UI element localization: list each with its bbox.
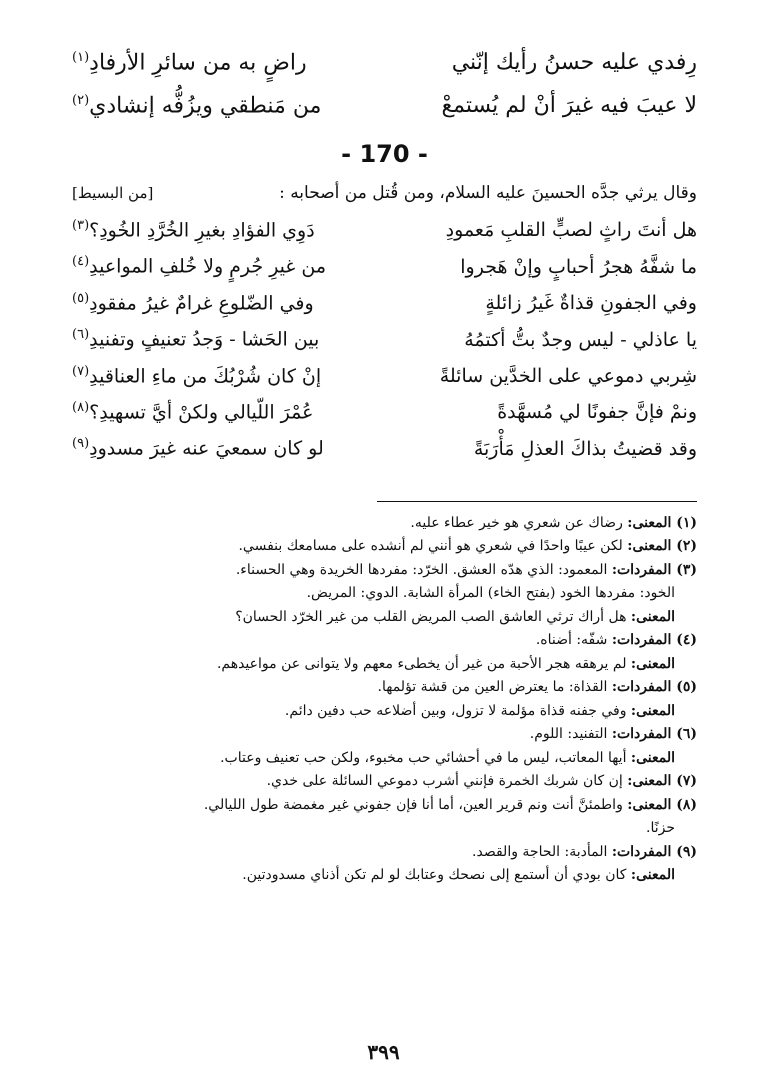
page-number: ٣٩٩: [367, 1040, 400, 1064]
footnote-text: حزنًا.: [646, 820, 675, 837]
footnote-text: التفنيد: اللوم.: [529, 726, 612, 743]
verse: [72, 281, 697, 317]
verse-second-text: بين الحَشا - وَجدُ تعنيفٍ وتفنيدِ: [89, 328, 320, 351]
verse: [72, 36, 697, 79]
verse-first-hemistich: ما شفَّهُ هجرُ أحبابٍ وإنْ هَجروا: [460, 255, 697, 278]
verse-second-hemistich: [72, 390, 313, 431]
footnote-label: (٣) المفردات:: [611, 561, 697, 578]
footnote-line: [72, 559, 697, 583]
verse-second-text: من مَنطقي ويزُفُّه إنشادي: [89, 93, 322, 119]
footnote-text: رضاك عن شعري هو خير عطاء عليه.: [410, 514, 628, 531]
footnote-line: [72, 723, 697, 747]
verse-first-hemistich: شِربي دموعي على الخدَّين سائلةً: [439, 364, 697, 387]
footnote-marker: (٦): [72, 327, 90, 343]
footnote-line: [72, 864, 697, 888]
verse: [72, 354, 697, 390]
verse: [72, 317, 697, 353]
verse-second-hemistich: [72, 354, 321, 395]
footnote-line: [72, 582, 697, 606]
footnote-label: (٨) المعنى:: [627, 796, 697, 813]
verse-second-hemistich: [72, 36, 307, 84]
footnote-label: (٦) المفردات:: [611, 726, 697, 743]
footnote-label: (٢) المعنى:: [627, 538, 697, 555]
footnote-label: (٤) المفردات:: [611, 632, 697, 649]
footnote-text: لم يرهقه هجر الأحبة من غير أن يخطىء معهم ولا يتوانى عن مواعيدهم.: [216, 655, 631, 672]
verse-second-text: إنْ كان شُرْبُكَ من ماءِ العناقيدِ: [89, 364, 322, 387]
footnote-label: المعنى:: [630, 702, 675, 719]
footnote-line: [72, 841, 697, 865]
verse-second-text: وفي الضّلوعِ غرامٌ غيرُ مفقودِ: [89, 292, 314, 315]
footnote-marker: (٥): [72, 290, 90, 306]
footnotes: [72, 512, 697, 888]
verse-second-hemistich: [72, 281, 314, 322]
footnote-marker: (٩): [72, 436, 90, 452]
verse: [72, 390, 697, 426]
verse-first-hemistich: لا عيبَ فيه غيرَ أنْ لم يُستمعْ: [441, 93, 697, 119]
footnote-text: وفي جفنه قذاة مؤلمة لا تزول، وبين أضلاعه حب دفين دائم.: [284, 702, 631, 719]
footnote-marker: (٣): [72, 218, 90, 233]
footnote-text: المأدبة: الحاجة والقصد.: [472, 843, 612, 860]
verse-second-hemistich: [72, 79, 321, 127]
verse-second-text: عُمْرَ اللّيالي ولكنْ أيَّ تسهيدِ؟: [89, 401, 314, 424]
footnote-line: [72, 700, 697, 724]
footnote-text: شفّه: أضناه.: [535, 632, 612, 649]
intro-text: وقال يرثي جدَّه الحسينَ عليه السلام، ومن قُتل من أصحابه :: [279, 183, 697, 203]
verse-second-hemistich: [72, 317, 319, 358]
footnote-line: [72, 606, 697, 630]
footnote-label: (١) المعنى:: [627, 514, 697, 531]
footnote-line: [72, 770, 697, 794]
footnote-label: المعنى:: [630, 608, 675, 625]
footnote-line: [72, 794, 697, 818]
footnote-line: [72, 747, 697, 771]
footnote-label: المعنى:: [630, 655, 675, 672]
footnote-label: (٩) المفردات:: [611, 843, 697, 860]
verse: [72, 208, 697, 244]
verse-second-hemistich: [72, 244, 326, 285]
verse-second-hemistich: [72, 426, 324, 467]
footnote-label: (٧) المعنى:: [627, 773, 697, 790]
footnote-marker: (١): [72, 50, 90, 65]
footnote-label: المعنى:: [630, 867, 675, 884]
footnote-line: [72, 512, 697, 536]
footnote-text: المعمود: الذي هدّه العشق. الخرّد: مفردها الخريدة وهي الحسناء.: [235, 561, 612, 578]
footnote-text: القذاة: ما يعترض العين من قشة تؤلمها.: [377, 679, 612, 696]
footnote-line: [72, 676, 697, 700]
meter-label: [من البسيط]: [72, 184, 154, 202]
verse-second-text: دَوِي الفؤادِ بغيرِ الخُرَّدِ الخُودِ؟: [89, 219, 315, 242]
footnote-marker: (٨): [72, 399, 90, 415]
footnote-marker: (٢): [72, 93, 90, 108]
verse-first-hemistich: رِفدي عليه حسنُ رأيك إنّني: [451, 50, 697, 76]
footnote-line: [72, 535, 697, 559]
footnote-line: [72, 629, 697, 653]
verse: [72, 426, 697, 462]
verse-first-hemistich: وفي الجفونِ قذاةٌ غَيرُ زائلةٍ: [485, 292, 697, 315]
footnote-text: إن كان شربك الخمرة فإنني أشرب دموعي السائلة على خدي.: [266, 773, 628, 790]
poem-intro: [72, 178, 697, 208]
footnote-label: المعنى:: [630, 749, 675, 766]
verse-first-hemistich: ونمْ فإنَّ جفونًا لي مُسهَّدةً: [497, 401, 697, 424]
verse-first-hemistich: هل أنتَ راثٍ لصبٍّ القلبِ مَعمودِ: [445, 219, 697, 242]
footnote-line: [72, 653, 697, 677]
verse-second-text: لو كان سمعيَ عنه غيرَ مسدودِ: [89, 437, 324, 460]
verse-second-hemistich: [72, 208, 315, 249]
continued-verses: [72, 36, 697, 122]
footnote-text: لكن عيبًا واحدًا في شعري هو أنني لم أنشده على مسامعك بنفسي.: [238, 538, 628, 555]
poem: [72, 208, 697, 463]
footnote-text: واطمئنَّ أنت ونم قرير العين، أما أنا فإن جفوني غير مغمضة طول الليالي.: [203, 796, 628, 813]
footnote-text: هل أراك ترثي العاشق الصب المريض القلب من غير الخرّد الحسان؟: [235, 608, 631, 625]
verse-first-hemistich: وقد قضيتُ بذاكَ العذلِ مَأْرَبَةً: [473, 437, 697, 460]
footnote-label: (٥) المفردات:: [611, 679, 697, 696]
verse-first-hemistich: يا عاذلي - ليس وجدٌ بتُّ أكتمُهُ: [464, 328, 697, 351]
verse: [72, 79, 697, 122]
footnote-marker: (٧): [72, 363, 90, 379]
verse: [72, 244, 697, 280]
footnote-divider: [377, 501, 697, 502]
verse-second-text: راضٍ به من سائرِ الأرفادِ: [89, 50, 307, 76]
verse-second-text: من غيرِ جُرمٍ ولا خُلفِ المواعيدِ: [89, 255, 327, 278]
footnote-text: الخود: مفردها الخود (بفتح الخاء) المرأة الشابة. الدوي: المريض.: [306, 585, 675, 602]
footnote-line: [72, 817, 697, 841]
footnote-text: أيها المعاتب، ليس ما في أحشائي حب مخبوء، ولكن حب تعنيف وعتاب.: [220, 749, 631, 766]
footnote-text: كان بودي أن أستمع إلى نصحك وعتابك لو لم تكن أذناي مسدودتين.: [242, 867, 631, 884]
poem-number: - 170 -: [341, 140, 428, 168]
footnote-marker: (٤): [72, 254, 90, 270]
